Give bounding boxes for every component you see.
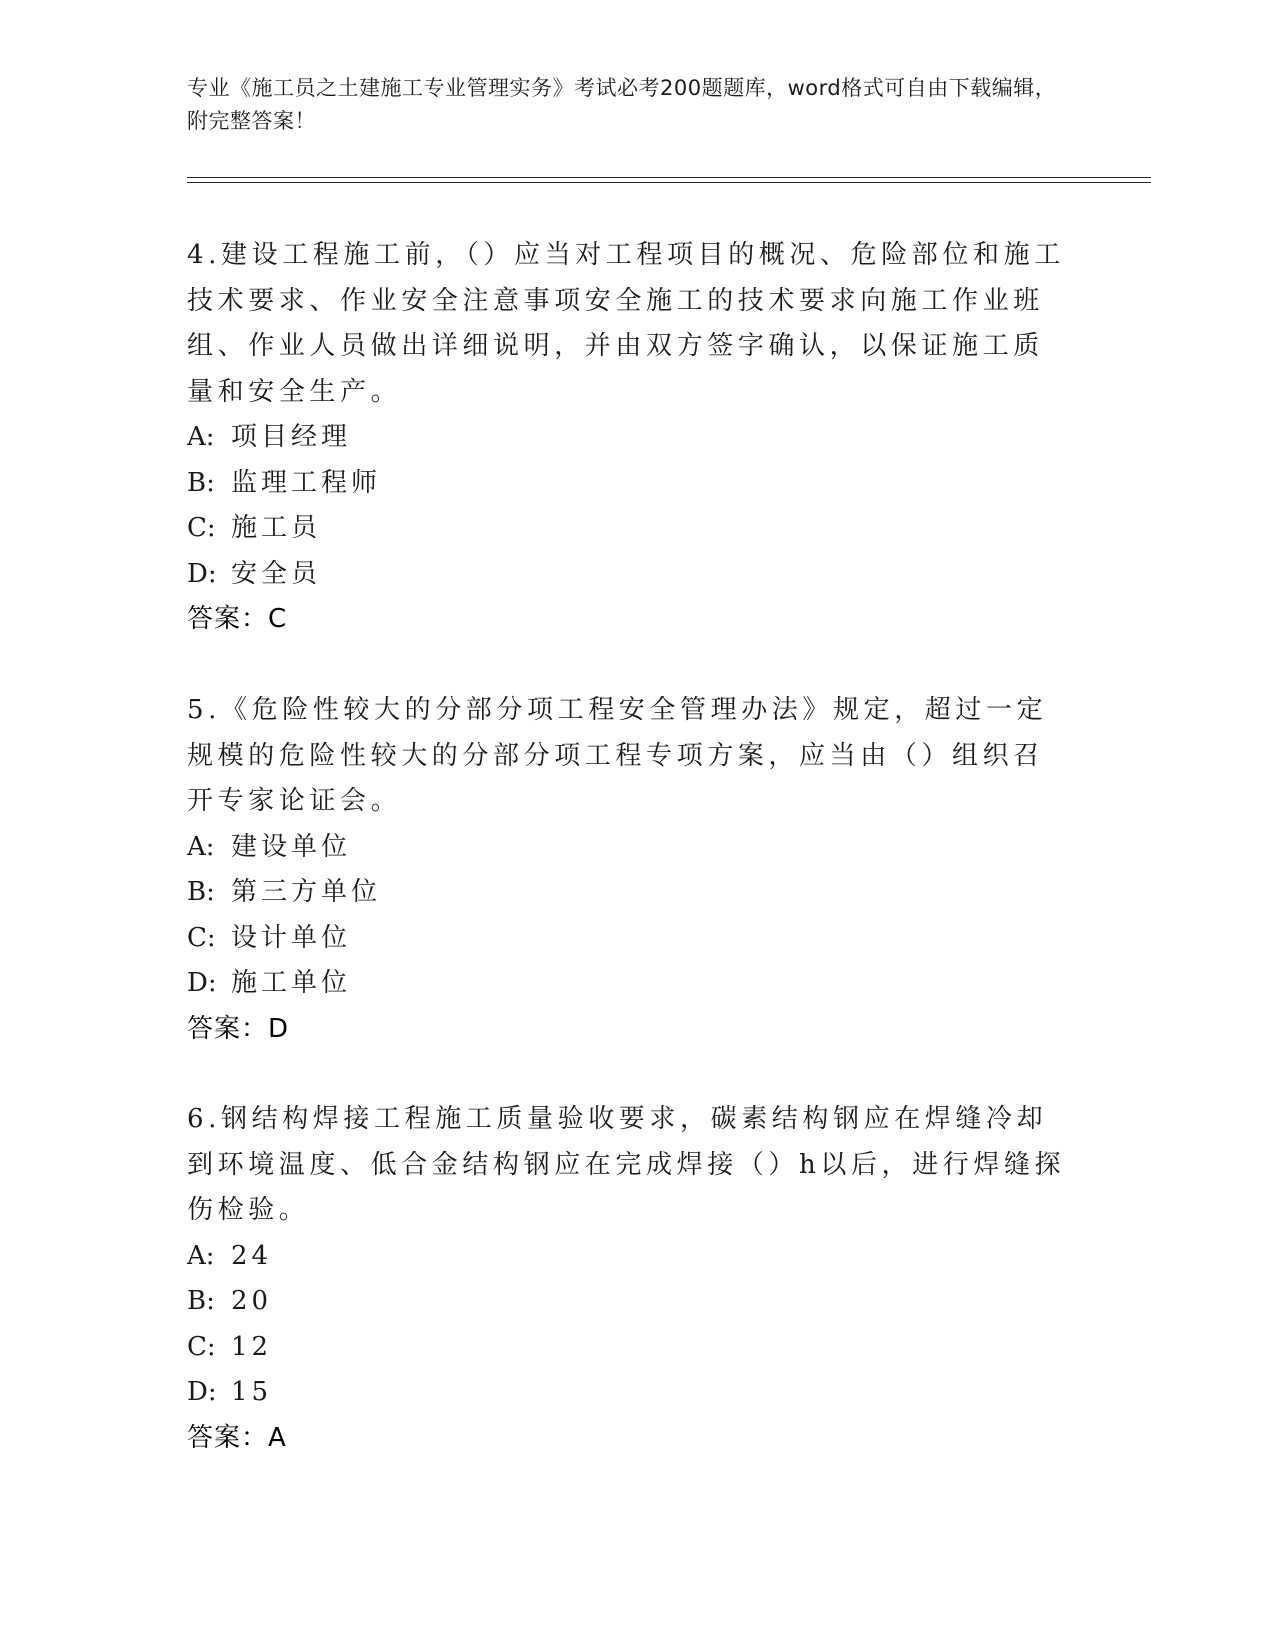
option-letter: C: [187,922,216,953]
option-a [187,1234,1067,1280]
option-a [187,415,1067,461]
question-stem: 5.《危险性较大的分部分项工程安全管理办法》规定，超过一定规模的危险性较大的分部分项工程专项方案，应当由（）组织召开专家论证会。 [187,695,1048,816]
option-text: 20 [231,1286,273,1316]
option-d [187,961,1067,1007]
option-letter: A: [187,1240,215,1271]
option-text: 施工单位 [231,968,352,998]
option-text: 监理工程师 [231,467,382,498]
option-b [187,1279,1067,1325]
option-c [187,916,1067,962]
question-stem: 4.建设工程施工前，（）应当对工程项目的概况、危险部位和施工技术要求、作业安全注意事项安全施工的技术要求向施工作业班组、作业人员做出详细说明，并由双方签字确认，以保证施工质量和安全生产。 [187,240,1065,407]
answer-line: 答案：D [187,1013,290,1044]
question-4 [187,233,1067,643]
option-text: 12 [231,1331,273,1362]
option-letter: D: [187,558,217,589]
option-d [187,1370,1067,1416]
option-letter: A: [187,831,215,862]
option-b [187,461,1067,507]
header-divider-bottom [187,182,1151,183]
option-letter: C: [187,1331,216,1362]
option-letter: B: [187,877,215,907]
option-text: 24 [231,1240,273,1271]
option-letter: D: [187,1377,217,1407]
question-6 [187,1097,1067,1461]
question-5 [187,688,1067,1052]
option-letter: A: [187,422,215,452]
answer-line: 答案：A [187,1422,287,1453]
option-letter: D: [187,968,217,998]
option-c [187,506,1067,552]
option-letter: B: [187,1286,215,1316]
option-c [187,1325,1067,1371]
option-letter: C: [187,513,216,543]
option-text: 第三方单位 [231,877,382,907]
option-d [187,552,1067,598]
question-stem: 6.钢结构焊接工程施工质量验收要求，碳素结构钢应在焊缝冷却到环境温度、低合金结构钢应在完成焊接（）h以后，进行焊缝探伤检验。 [187,1104,1066,1225]
header-divider-top [187,177,1151,178]
option-text: 项目经理 [231,422,352,452]
option-text: 设计单位 [231,922,352,953]
option-text: 建设单位 [231,831,352,862]
option-a [187,825,1067,871]
option-text: 15 [231,1377,273,1407]
option-letter: B: [187,467,215,498]
answer-line: 答案：C [187,604,288,634]
document-header: 专业《施工员之土建施工专业管理实务》考试必考200题题库，word格式可自由下载编辑，附完整答案！ [187,76,1057,133]
option-b [187,870,1067,916]
option-text: 施工员 [231,513,322,543]
option-text: 安全员 [231,558,322,589]
